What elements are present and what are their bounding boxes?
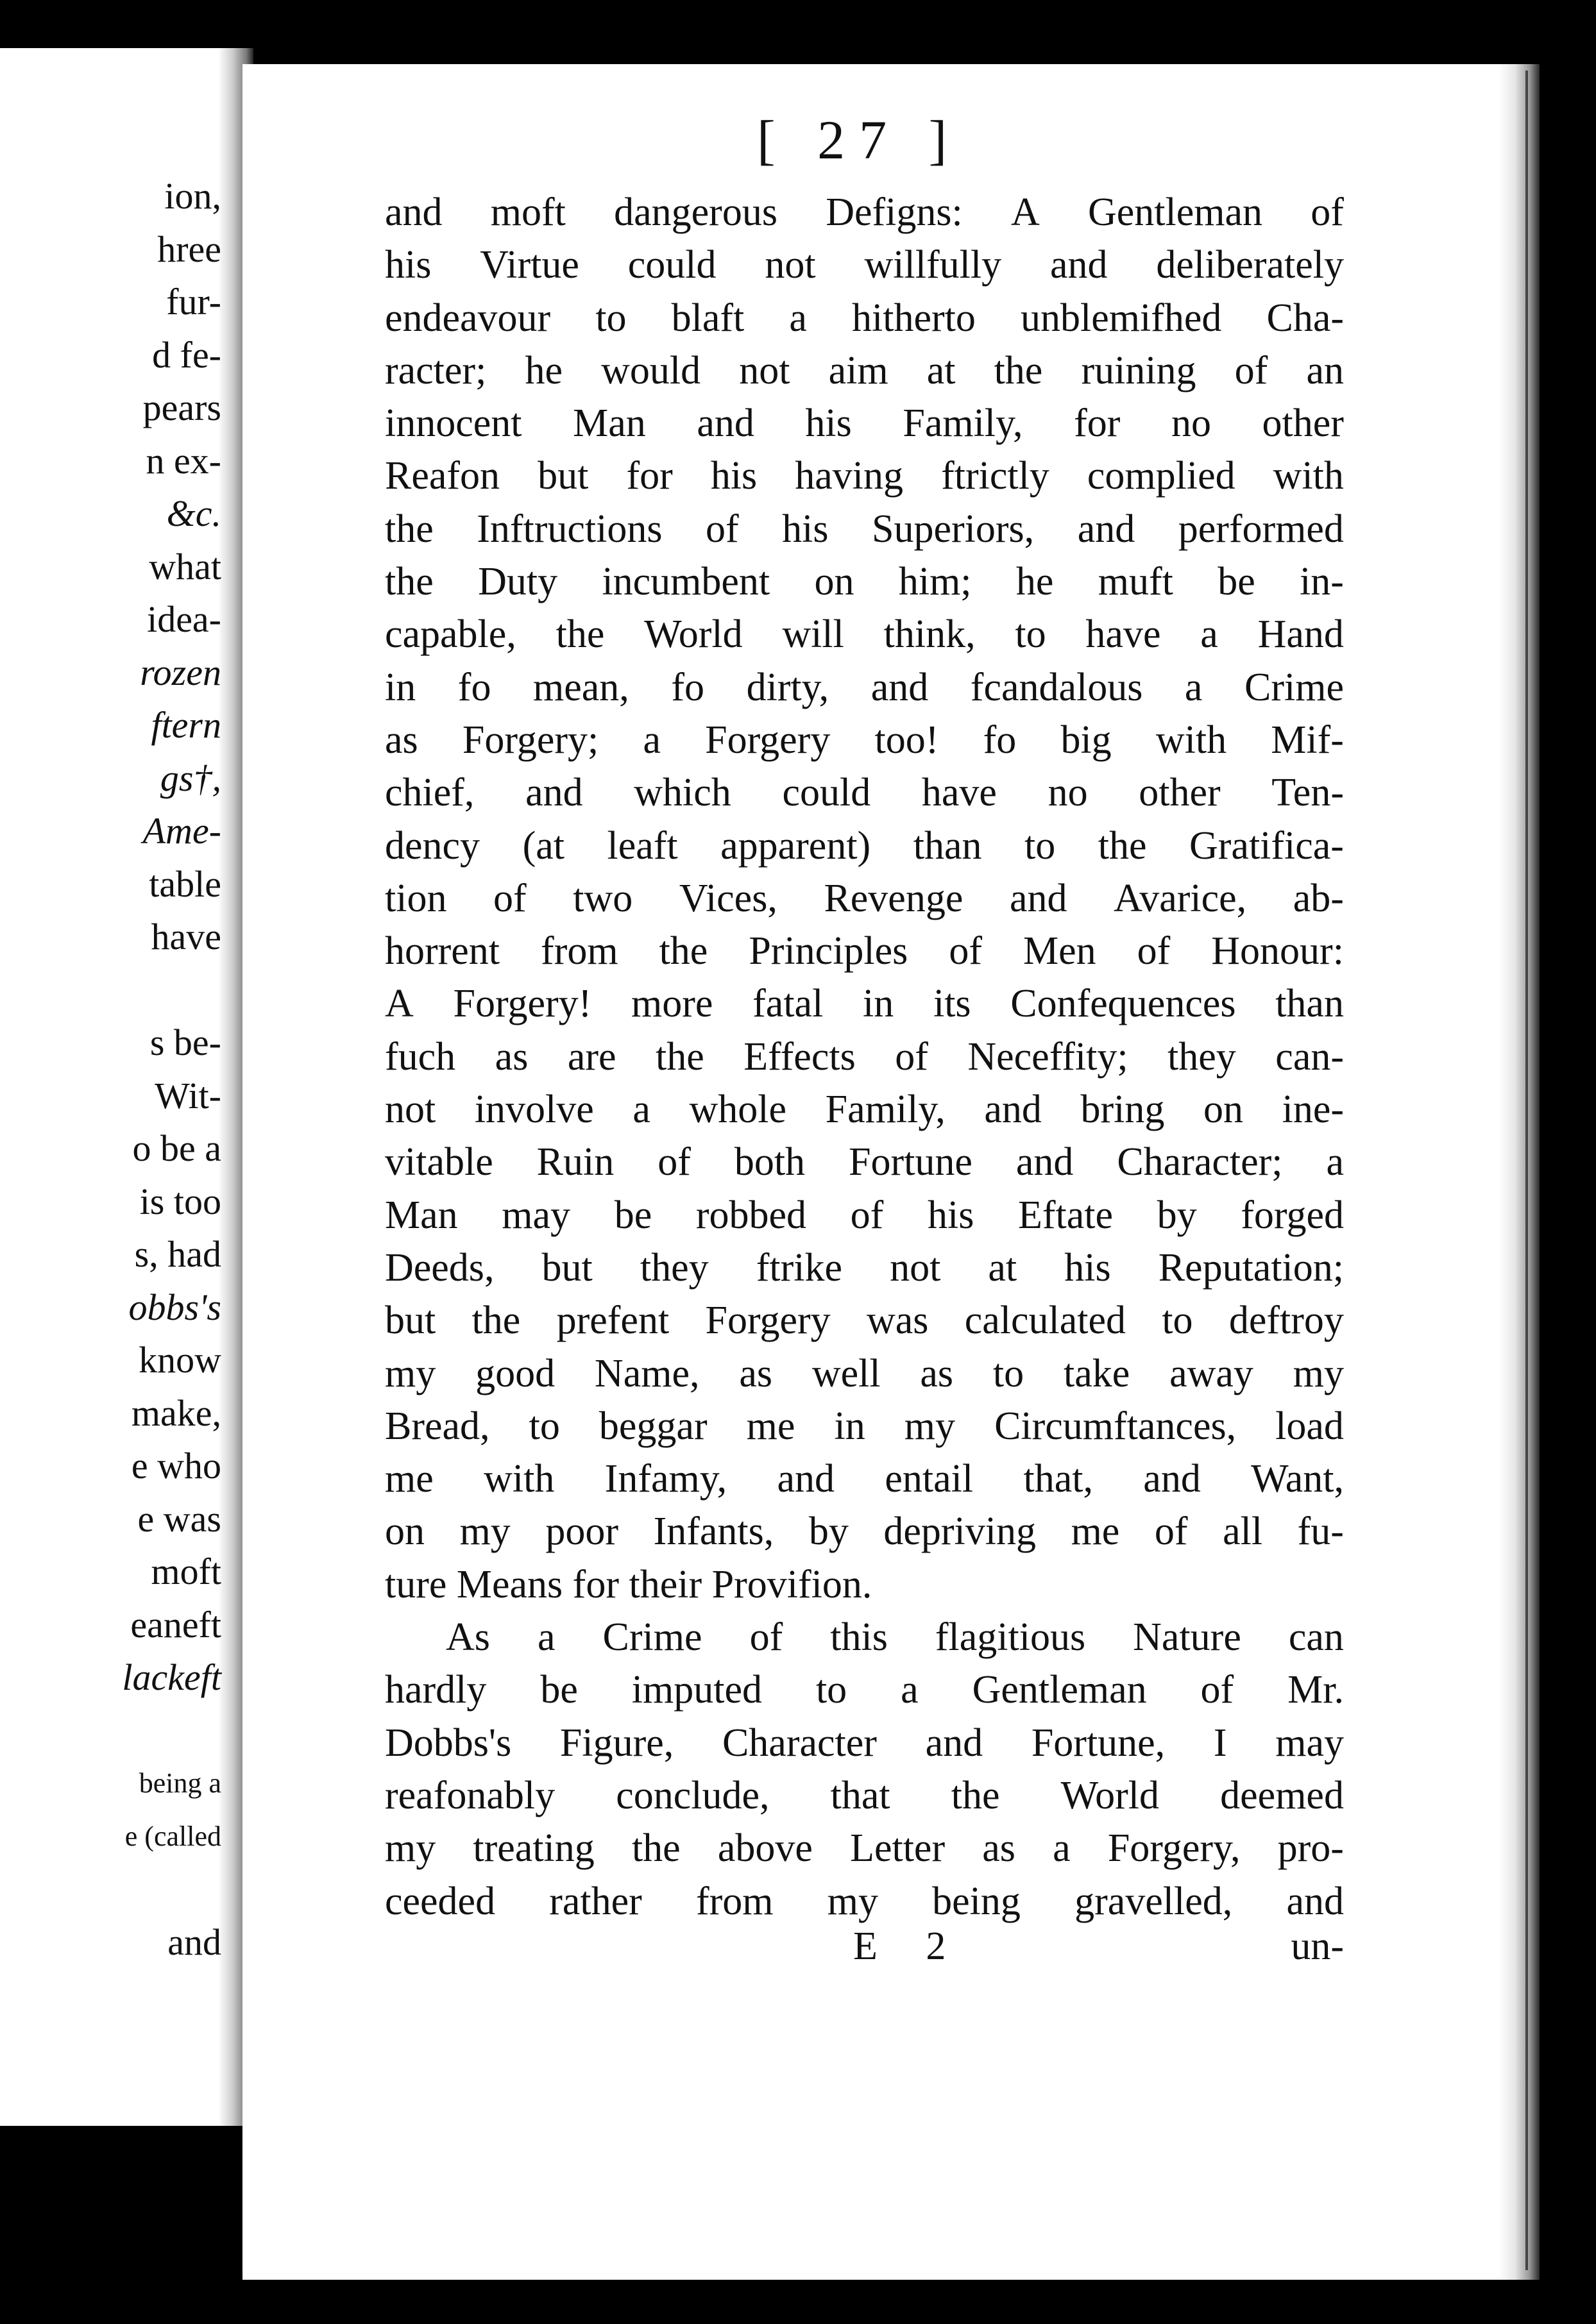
left-line: s, had xyxy=(134,1233,221,1275)
text-line: innocent Man and his Family, for no other xyxy=(385,401,1344,446)
text-line: his Virtue could not willfully and deliberately xyxy=(385,243,1344,287)
text-line: horrent from the Principles of Men of Honour: xyxy=(385,929,1344,973)
catchword: un- xyxy=(1291,1924,1344,1968)
signature-mark: E 2 xyxy=(853,1924,965,1968)
left-line: rozen xyxy=(140,651,221,693)
left-line: pears xyxy=(142,387,221,428)
left-line: hree xyxy=(157,228,221,270)
text-line: not involve a whole Family, and bring on ine- xyxy=(385,1088,1344,1132)
text-line: chief, and which could have no other Ten- xyxy=(385,771,1344,815)
left-line: s be- xyxy=(149,1022,221,1063)
left-line: gs†, xyxy=(160,757,221,799)
text-line: the Inftructions of his Superiors, and performed xyxy=(385,507,1344,551)
page-edge xyxy=(1498,64,1540,2280)
left-line: e who xyxy=(131,1445,221,1486)
left-line: have xyxy=(151,916,221,957)
left-line: n ex- xyxy=(146,439,221,482)
text-line: hardly be imputed to a Gentleman of Mr. xyxy=(385,1668,1344,1712)
text-line: on my poor Infants, by depriving me of all fu- xyxy=(385,1510,1344,1554)
text-line: dency (at leaft apparent) than to the Gratifica- xyxy=(385,823,1344,868)
left-line: is too xyxy=(139,1180,221,1222)
text-line: Bread, to beggar me in my Circumftances, load xyxy=(385,1404,1344,1448)
text-line: endeavour to blaft a hitherto unblemifhed Cha- xyxy=(385,296,1344,340)
text-line: A Forgery! more fatal in its Confequences than xyxy=(385,982,1344,1026)
left-line: and xyxy=(167,1921,221,1963)
left-line: being a xyxy=(139,1767,221,1799)
left-line: &c. xyxy=(166,493,221,534)
left-line: e was xyxy=(137,1497,221,1540)
text-line: my good Name, as well as to take away my xyxy=(385,1351,1344,1395)
left-line: know xyxy=(139,1339,221,1381)
left-line: d fe- xyxy=(152,333,221,376)
text-line: tion of two Vices, Revenge and Avarice, ab- xyxy=(385,876,1344,920)
text-line: capable, the World will think, to have a Hand xyxy=(385,612,1344,657)
text-line: Reafon but for his having ftrictly complied with xyxy=(385,454,1344,498)
text-line: Man may be robbed of his Eftate by forged xyxy=(385,1193,1344,1237)
text-line: reafonably conclude, that the World deemed xyxy=(385,1773,1344,1817)
left-line xyxy=(0,1863,221,1916)
left-line xyxy=(0,964,221,1017)
left-line: obbs's xyxy=(128,1286,221,1328)
text-line: me with Infamy, and entail that, and Want, xyxy=(385,1457,1344,1501)
left-line: what xyxy=(149,545,221,587)
body-text xyxy=(385,186,1344,1928)
text-line: as Forgery; a Forgery too! fo big with Mif- xyxy=(385,718,1344,762)
left-line: make, xyxy=(131,1392,221,1434)
text-line: Dobbs's Figure, Character and Fortune, I may xyxy=(385,1721,1344,1765)
text-line: Deeds, but they ftrike not at his Reputation; xyxy=(385,1245,1344,1290)
text-line: my treating the above Letter as a Forgery, pro- xyxy=(385,1826,1344,1871)
left-line: table xyxy=(149,863,221,905)
text-line: As a Crime of this flagitious Nature can xyxy=(446,1615,1344,1660)
left-line: e (called xyxy=(124,1820,221,1852)
text-line: ture Means for their Provifion. xyxy=(385,1562,872,1606)
page-footer xyxy=(385,1924,1344,1976)
left-line: lackeft xyxy=(122,1656,221,1698)
text-line: in fo mean, fo dirty, and fcandalous a Crime xyxy=(385,665,1344,709)
text-line: but the prefent Forgery was calculated to deftroy xyxy=(385,1299,1344,1343)
left-line: moft xyxy=(151,1551,221,1592)
left-line: ion, xyxy=(164,175,221,217)
page-edge-line xyxy=(1525,71,1528,2270)
left-line xyxy=(0,1705,221,1758)
left-line: o be a xyxy=(132,1127,221,1169)
text-line: fuch as are the Effects of Neceffity; they can- xyxy=(385,1034,1344,1079)
text-line: vitable Ruin of both Fortune and Character; a xyxy=(385,1140,1344,1184)
left-line: idea- xyxy=(147,598,221,640)
left-line: Ame- xyxy=(142,810,221,852)
text-line: ceeded rather from my being gravelled, and xyxy=(385,1879,1344,1923)
text-line: the Duty incumbent on him; he muft be in- xyxy=(385,560,1344,604)
page-number: [ 27 ] xyxy=(757,109,962,171)
left-line: ftern xyxy=(151,704,221,746)
left-line: fur- xyxy=(166,281,221,323)
text-line: and moft dangerous Defigns: A Gentleman of xyxy=(385,190,1344,234)
text-line: racter; he would not aim at the ruining of an xyxy=(385,348,1344,392)
left-page-text xyxy=(0,170,221,1969)
left-line: Wit- xyxy=(155,1074,221,1116)
left-line: eaneft xyxy=(130,1603,221,1646)
